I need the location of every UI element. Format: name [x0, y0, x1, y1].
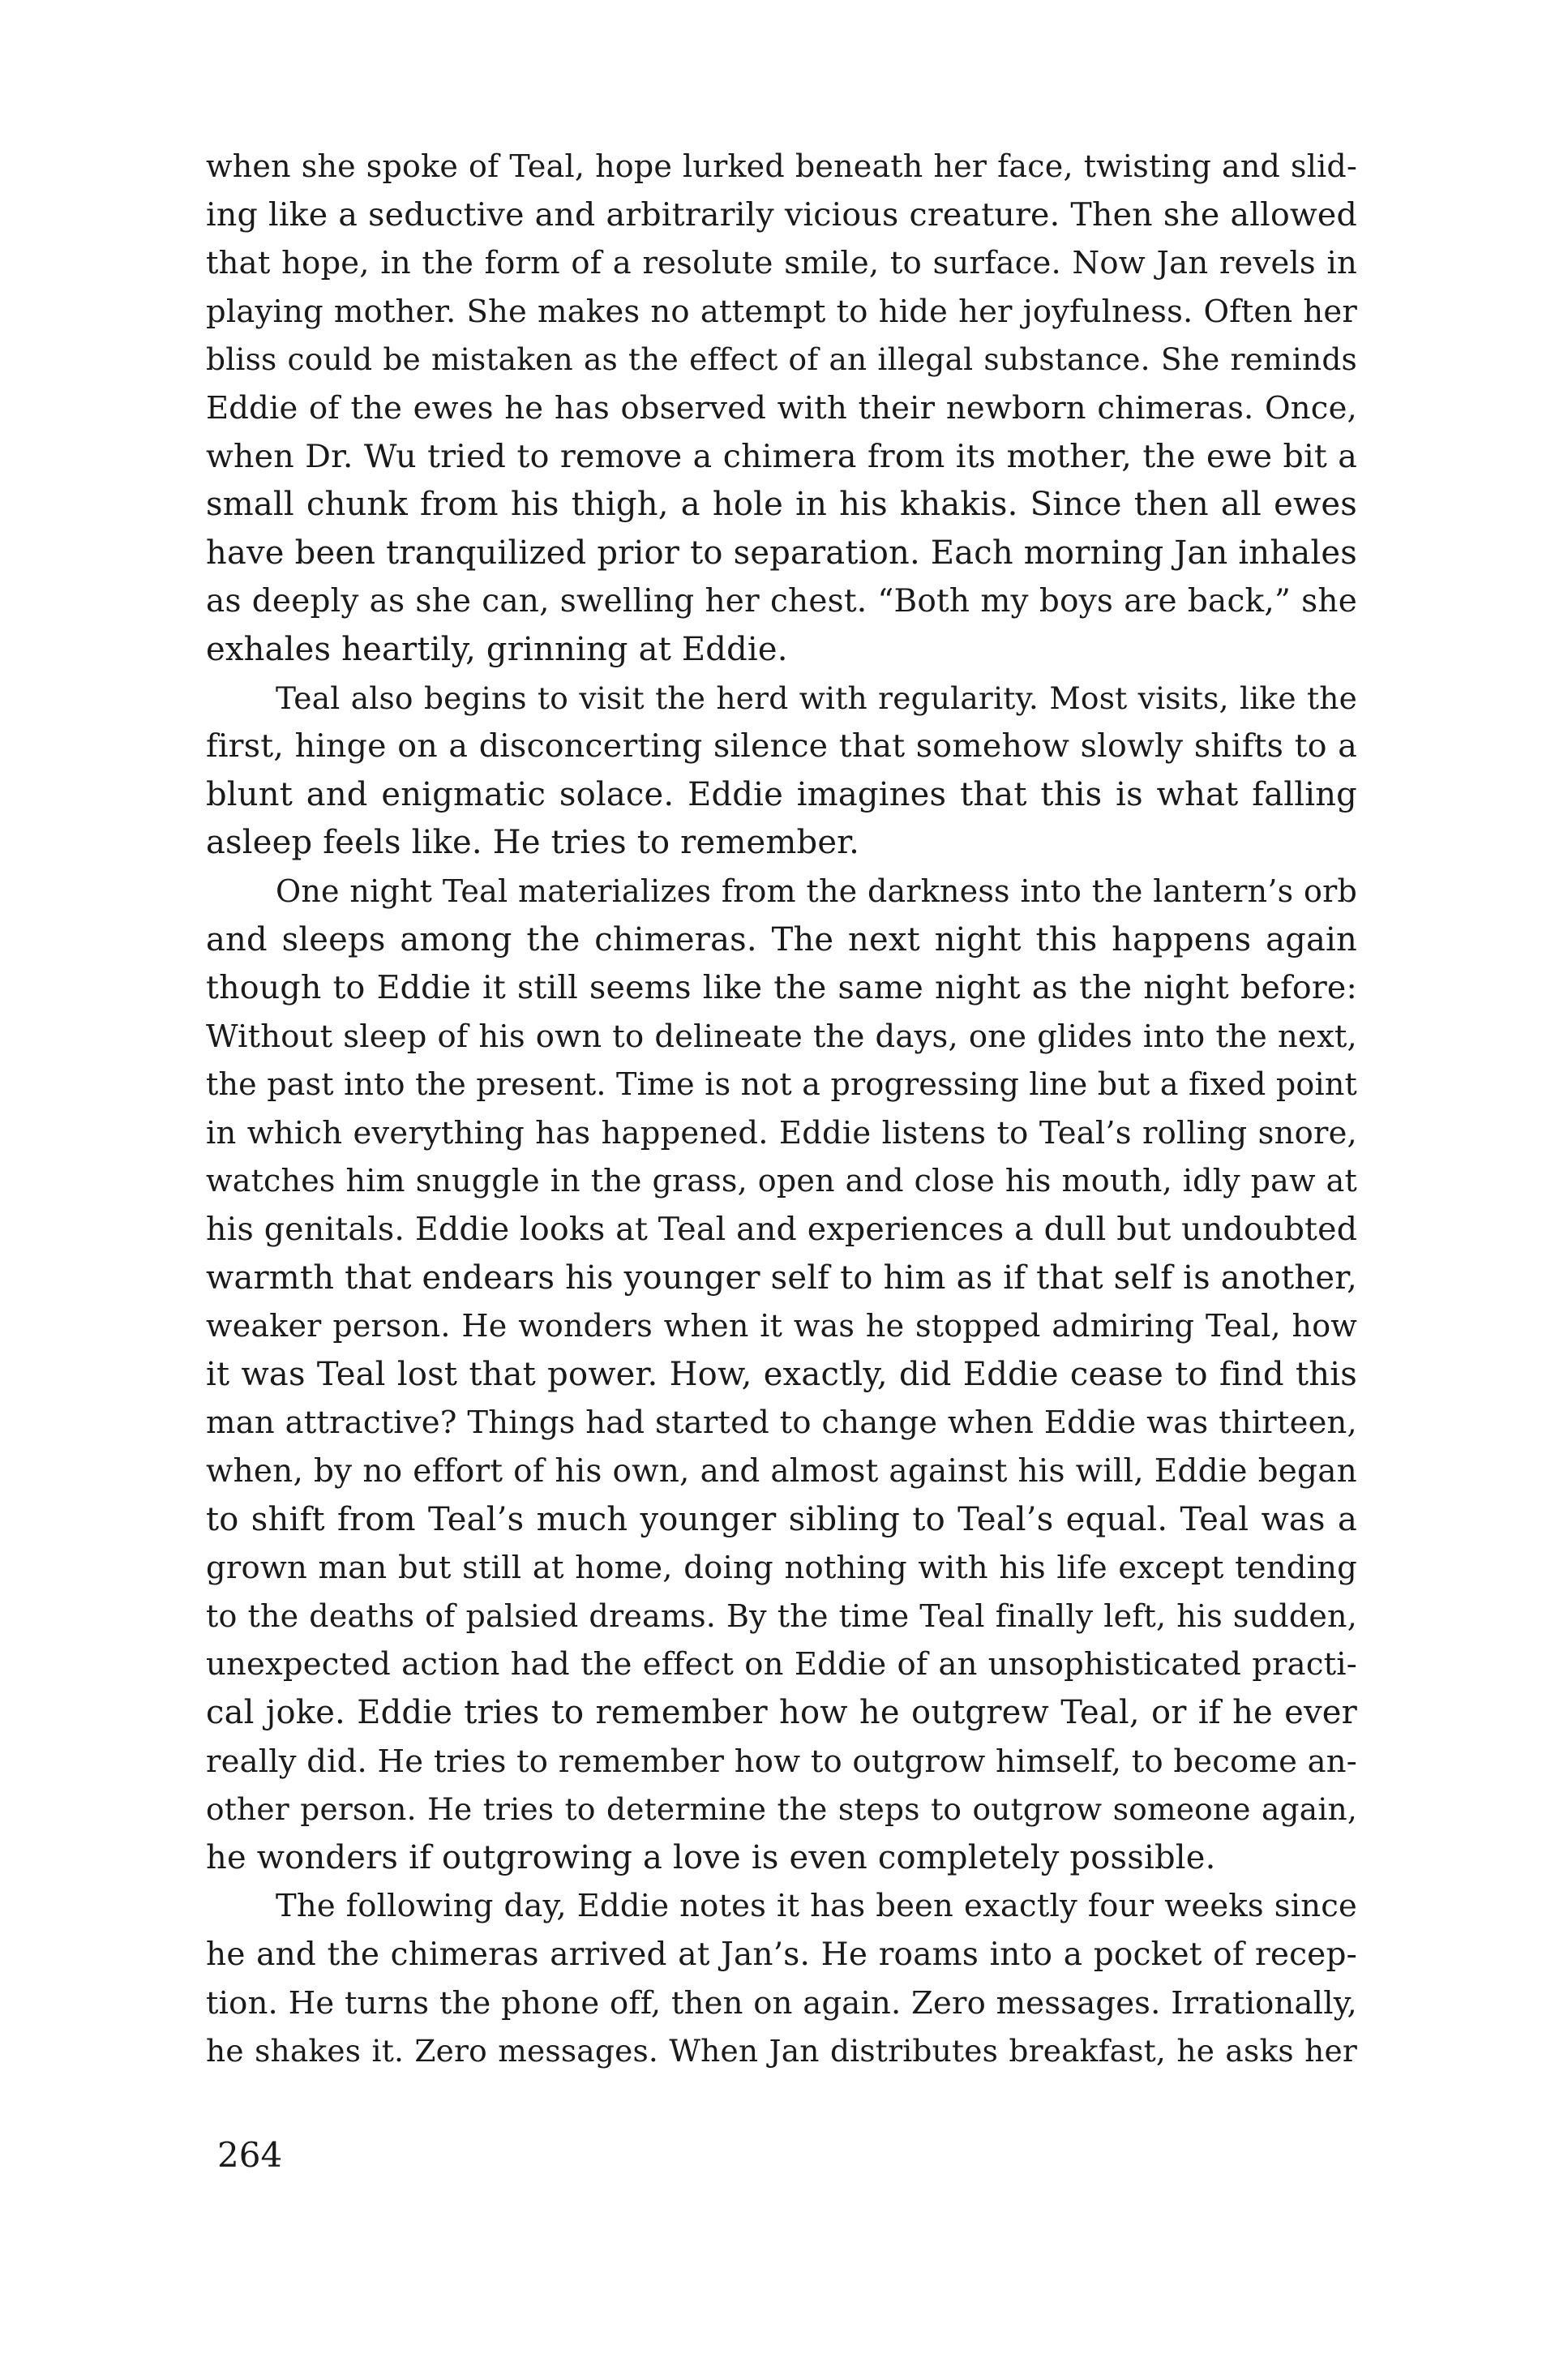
text-line: weaker person. He wonders when it was he stopped admiring Teal, how	[206, 1308, 1357, 1344]
text-line: grown man but still at home, doing nothing with his life except tending	[206, 1550, 1357, 1587]
text-line: as deeply as she can, swelling her chest. “Both my boys are back,” she	[206, 583, 1357, 620]
page-number: 264	[217, 2135, 283, 2175]
paragraph	[206, 675, 1357, 868]
text-line: Without sleep of his own to delineate the days, one glides into the next,	[206, 1018, 1357, 1055]
text-line: the past into the present. Time is not a progressing line but a fixed point	[206, 1066, 1357, 1103]
text-line: The following day, Eddie notes it has been exactly four weeks since	[276, 1888, 1357, 1925]
text-line: though to Eddie it still seems like the same night as the night before:	[206, 969, 1357, 1007]
text-line: that hope, in the form of a resolute smile, to surface. Now Jan revels in	[206, 245, 1357, 282]
text-line: One night Teal materializes from the darkness into the lantern’s orb	[276, 873, 1357, 909]
text-line: he shakes it. Zero messages. When Jan distributes breakfast, he asks her	[206, 2033, 1357, 2069]
text-line: tion. He turns the phone off, then on again. Zero messages. Irrationally,	[206, 1984, 1357, 2022]
text-line: have been tranquilized prior to separation. Each morning Jan inhales	[206, 534, 1357, 572]
text-line: playing mother. She makes no attempt to hide her joyfulness. Often her	[206, 293, 1357, 330]
paragraph	[206, 143, 1357, 675]
text-line: watches him snuggle in the grass, open and close his mouth, idly paw at	[206, 1163, 1357, 1199]
text-line: when she spoke of Teal, hope lurked beneath her face, twisting and slid-	[206, 148, 1357, 184]
text-line: his genitals. Eddie looks at Teal and experiences a dull but undoubted	[206, 1211, 1358, 1249]
text-line: first, hinge on a disconcerting silence that somehow slowly shifts to a	[206, 727, 1357, 765]
text-line: ing like a seductive and arbitrarily vicious creature. Then she allowed	[206, 195, 1357, 234]
text-line: other person. He tries to determine the steps to outgrow someone again,	[206, 1791, 1357, 1828]
text-line: warmth that endears his younger self to him as if that self is another,	[206, 1259, 1358, 1297]
text-line: man attractive? Things had started to change when Eddie was thirteen,	[206, 1404, 1357, 1442]
text-line: to the deaths of palsied dreams. By the time Teal finally left, his sudden,	[206, 1597, 1357, 1634]
text-line: cal joke. Eddie tries to remember how he outgrew Teal, or if he ever	[206, 1694, 1357, 1731]
text-line: Teal also begins to visit the herd with regularity. Most visits, like the	[276, 680, 1357, 716]
text-line: blunt and enigmatic solace. Eddie imagines that this is what falling	[206, 775, 1357, 813]
text-line: when Dr. Wu tried to remove a chimera from its mother, the ewe bit a	[206, 437, 1357, 475]
text-line: unexpected action had the effect on Eddie of an unsophisticated practi-	[206, 1646, 1357, 1683]
page-body	[206, 143, 1357, 2076]
text-line: bliss could be mistaken as the effect of an illegal substance. She reminds	[206, 341, 1357, 378]
text-line: he wonders if outgrowing a love is even completely possible.	[206, 1838, 1216, 1876]
text-line: and sleeps among the chimeras. The next night this happens again	[206, 920, 1357, 958]
text-line: to shift from Teal’s much younger sibling to Teal’s equal. Teal was a	[206, 1500, 1357, 1538]
text-line: really did. He tries to remember how to outgrow himself, to become an-	[206, 1743, 1357, 1780]
text-line: he and the chimeras arrived at Jan’s. He roams into a pocket of recep-	[206, 1936, 1357, 1973]
text-line: in which everything has happened. Eddie listens to Teal’s rolling snore,	[206, 1114, 1357, 1151]
text-line: exhales heartily, grinning at Eddie.	[206, 630, 788, 668]
paragraph	[206, 868, 1357, 1882]
text-line: asleep feels like. He tries to remember.	[206, 824, 860, 862]
text-line: when, by no effort of his own, and almost against his will, Eddie began	[206, 1453, 1357, 1490]
text-line: small chunk from his thigh, a hole in his khakis. Since then all ewes	[206, 486, 1357, 524]
text-line: it was Teal lost that power. How, exactly, did Eddie cease to find this	[206, 1355, 1357, 1393]
paragraph	[206, 1882, 1357, 2075]
text-line: Eddie of the ewes he has observed with their newborn chimeras. Once,	[206, 389, 1357, 427]
